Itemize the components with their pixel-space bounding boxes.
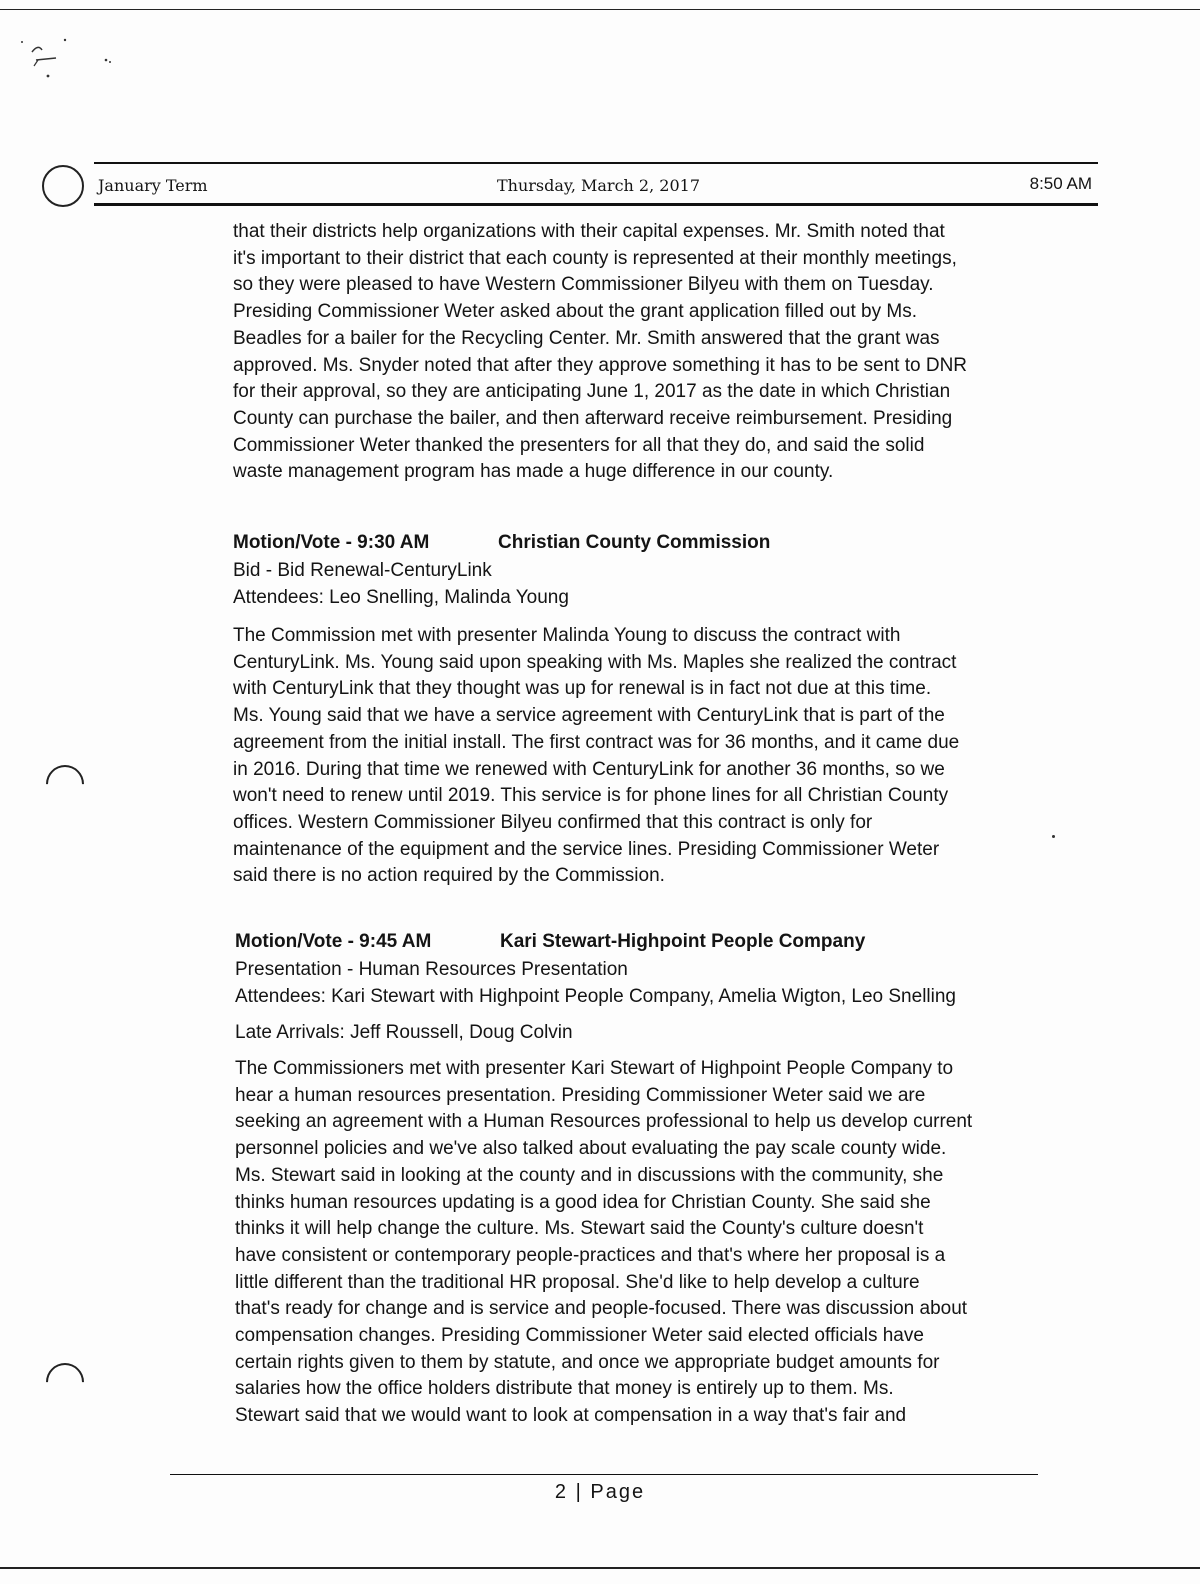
paragraph-line: thinks human resources updating is a good idea for Christian County. She said she (235, 1191, 931, 1213)
agenda-item-centurylink (233, 529, 1043, 890)
paragraph-line: it's important to their district that each county is represented at their monthly meetings, (233, 247, 957, 269)
paragraph-line: CenturyLink. Ms. Young said upon speaking with Ms. Maples she realized the contract (233, 651, 957, 673)
scan-bottom-border (0, 1567, 1200, 1569)
paragraph-line: Commissioner Weter thanked the presenters for all that they do, and said the solid (233, 434, 925, 456)
agenda-item-heading (235, 928, 1045, 956)
paragraph-line: waste management program has made a huge difference in our county. (233, 461, 834, 483)
agenda-topic: Christian County Commission (498, 532, 771, 553)
agenda-topic: Kari Stewart-Highpoint People Company (500, 931, 866, 952)
header-time: 8:50 AM (1029, 174, 1092, 193)
scan-top-border (0, 9, 1200, 10)
paragraph-line: said there is no action required by the Commission. (233, 865, 665, 887)
paragraph-line: certain rights given to them by statute, and once we appropriate budget amounts for (235, 1351, 940, 1373)
minutes-paragraph (235, 1056, 1045, 1430)
header-date: Thursday, March 2, 2017 (497, 176, 700, 195)
agenda-item-hr-presentation (235, 928, 1045, 1430)
paragraph-line: that's ready for change and is service and people-focused. There was discussion about (235, 1298, 968, 1320)
header-term: January Term (98, 176, 208, 195)
paragraph-line: Ms. Stewart said in looking at the county and in discussions with the community, she (235, 1164, 944, 1186)
paragraph-line: personnel policies and we've also talked about evaluating the pay scale county wide. (235, 1138, 947, 1160)
minutes-paragraph (233, 623, 1043, 890)
paragraph-line: little different than the traditional HR proposal. She'd like to help develop a culture (235, 1271, 920, 1293)
motion-vote-label: Motion/Vote - 9:30 AM (233, 532, 430, 553)
paragraph-line: for their approval, so they are anticipating June 1, 2017 as the date in which Christian (233, 381, 951, 403)
paragraph-line: The Commission met with presenter Malinda Young to discuss the contract with (233, 625, 901, 646)
paragraph-line: Ms. Young said that we have a service agreement with CenturyLink that is part of the (233, 705, 945, 727)
paragraph-line: in 2016. During that time we renewed with CenturyLink for another 36 months, so we (233, 758, 945, 780)
paragraph-line: salaries how the office holders distribute that money is entirely up to them. Ms. (235, 1378, 894, 1400)
paragraph-line: County can purchase the bailer, and then afterward receive reimbursement. Presiding (233, 407, 953, 429)
agenda-type: Bid - Bid Renewal-CenturyLink (233, 560, 492, 581)
header-rule-bottom (94, 203, 1098, 206)
paragraph-line: won't need to renew until 2019. This service is for phone lines for all Christian County (233, 785, 949, 807)
motion-vote-label: Motion/Vote - 9:45 AM (235, 931, 432, 952)
paragraph-line: have consistent or contemporary people-practices and that's where her proposal is a (235, 1244, 946, 1266)
attendees: Attendees: Leo Snelling, Malinda Young (233, 587, 569, 608)
binder-hole-circle (42, 165, 84, 207)
scan-artifact-marks (20, 30, 130, 90)
paragraph-line: maintenance of the equipment and the service lines. Presiding Commissioner Weter (233, 838, 940, 860)
footer-rule (170, 1474, 1038, 1475)
paragraph-line: thinks it will help change the culture. Ms. Stewart said the County's culture doesn't (235, 1218, 924, 1240)
scan-speck (1052, 835, 1055, 838)
paragraph-line: that their districts help organizations with their capital expenses. Mr. Smith noted that (233, 221, 945, 242)
paragraph-line: Beadles for a bailer for the Recycling Center. Mr. Smith answered that the grant was (233, 327, 940, 349)
paragraph-line: The Commissioners met with presenter Kari Stewart of Highpoint People Company to (235, 1058, 954, 1079)
page-number: 2 | Page (554, 1481, 646, 1503)
paragraph-line: seeking an agreement with a Human Resources professional to help us develop current (235, 1111, 973, 1133)
paragraph-line: compensation changes. Presiding Commissioner Weter said elected officials have (235, 1325, 924, 1347)
paragraph-line: Presiding Commissioner Weter asked about the grant application filled out by Ms. (233, 301, 917, 323)
header-rule-top (94, 162, 1098, 164)
intro-paragraph (233, 219, 967, 486)
paragraph-line: hear a human resources presentation. Presiding Commissioner Weter said we are (235, 1084, 926, 1106)
agenda-type: Presentation - Human Resources Presentation (235, 959, 628, 980)
binder-hole-arc (38, 757, 92, 811)
attendees: Attendees: Kari Stewart with Highpoint People Company, Amelia Wigton, Leo Snelling (235, 986, 956, 1007)
paragraph-line: Stewart said that we would want to look at compensation in a way that's fair and (235, 1405, 907, 1427)
paragraph-line: agreement from the initial install. The first contract was for 36 months, and it came due (233, 731, 960, 753)
paragraph-line: offices. Western Commissioner Bilyeu confirmed that this contract is only for (233, 811, 873, 833)
late-arrivals: Late Arrivals: Jeff Roussell, Doug Colvin (235, 1022, 573, 1043)
paragraph-line: so they were pleased to have Western Commissioner Bilyeu with them on Tuesday. (233, 274, 934, 296)
binder-hole-arc (38, 1355, 92, 1409)
agenda-item-heading (233, 529, 1043, 557)
paragraph-line: approved. Ms. Snyder noted that after they approve something it has to be sent to DNR (233, 354, 968, 376)
paragraph-line: with CenturyLink that they thought was up for renewal is in fact not due at this time. (233, 678, 932, 700)
